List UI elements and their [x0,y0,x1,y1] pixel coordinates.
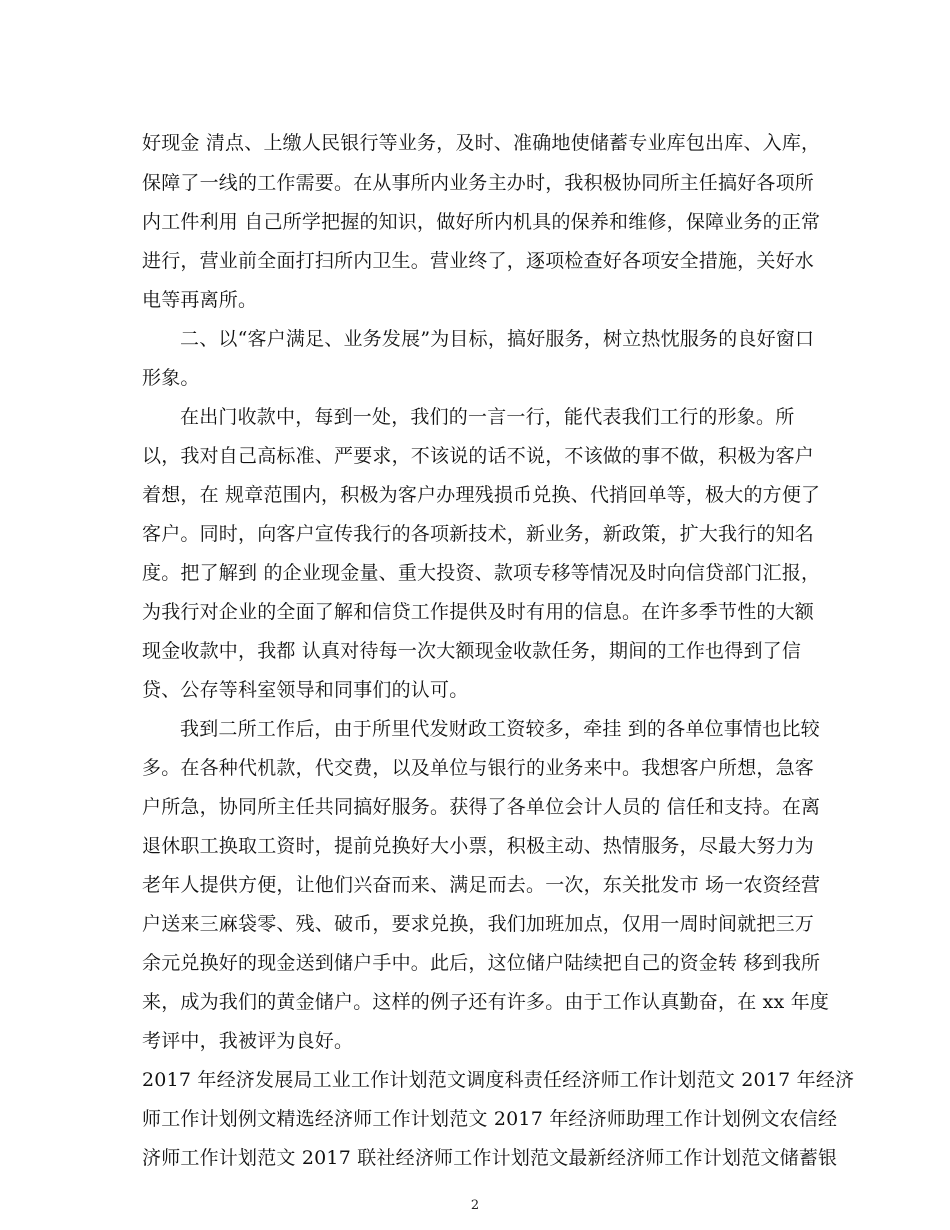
body-text-line: 户所急，协同所主任共同搞好服务。获得了各单位会计人员的 信任和支持。在离 [142,796,821,818]
body-text-line: 客户。同时，向客户宣传我行的各项新技术，新业务，新政策，扩大我行的知名 [142,523,815,545]
section-heading-line: 二、以“客户满足、业务发展”为目标，搞好服务，树立热忱服务的良好窗口 [180,328,815,350]
section-heading-line: 形象。 [142,367,200,389]
body-text-line: 退休职工换取工资时，提前兑换好大小票，积极主动、热情服务，尽最大努力为 [142,835,815,857]
body-text-line: 以，我对自己高标准、严要求，不该说的话不说，不该做的事不做，积极为客户 [142,445,815,467]
body-text-line: 电等再离所。 [142,289,258,311]
body-text-line: 老年人提供方便，让他们兴奋而来、满足而去。一次，东关批发市 场一农资经营 [142,874,821,896]
body-text-line: 来，成为我们的黄金储户。这样的例子还有许多。由于工作认真勤奋，在 xx 年度 [142,991,830,1013]
body-text-line: 着想，在 规章范围内，积极为客户办理残损币兑换、代捎回单等，极大的方便了 [142,484,821,506]
body-text-line: 内工件利用 自己所学把握的知识，做好所内机具的保养和维修，保障业务的正常 [142,211,821,233]
related-text-line: 师工作计划例文精选经济师工作计划范文 2017 年经济师助理工作计划例文农信经 [142,1108,838,1130]
body-text-line: 考评中，我被评为良好。 [142,1030,354,1052]
body-text-line: 进行，营业前全面打扫所内卫生。营业终了，逐项检查好各项安全措施，关好水 [142,250,815,272]
body-text-line: 好现金 清点、上缴人民银行等业务，及时、准确地使储蓄专业库包出库、入库， [142,132,821,154]
body-text-line: 户送来三麻袋零、残、破币，要求兑换，我们加班加点，仅用一周时间就把三万 [142,913,815,935]
body-text-line: 贷、公存等科室领导和同事们的认可。 [142,679,469,701]
body-text-line: 余元兑换好的现金送到储户手中。此后，这位储户陆续把自己的资金转 移到我所 [142,952,821,974]
body-text-line: 在出门收款中，每到一处，我们的一言一行，能代表我们工行的形象。所 [180,406,795,428]
related-text-line: 2017 年经济发展局工业工作计划范文调度科责任经济师工作计划范文 2017 年经济 [142,1069,855,1091]
body-text-line: 度。把了解到 的企业现金量、重大投资、款项专移等情况及时向信贷部门汇报， [142,562,821,584]
body-text-line: 现金收款中，我都 认真对待每一次大额现金收款任务，期间的工作也得到了信 [142,640,802,662]
body-text-line: 保障了一线的工作需要。在从事所内业务主办时，我积极协同所主任搞好各项所 [142,172,815,194]
body-text-line: 我到二所工作后，由于所里代发财政工资较多，牵挂 到的各单位事情也比较 [180,718,820,740]
body-text-line: 为我行对企业的全面了解和信贷工作提供及时有用的信息。在许多季节性的大额 [142,601,815,623]
page-number: 2 [470,1198,480,1213]
related-text-line: 济师工作计划范文 2017 联社经济师工作计划范文最新经济师工作计划范文储蓄银 [142,1147,838,1169]
body-text-line: 多。在各种代机款，代交费，以及单位与银行的业务来中。我想客户所想，急客 [142,757,815,779]
